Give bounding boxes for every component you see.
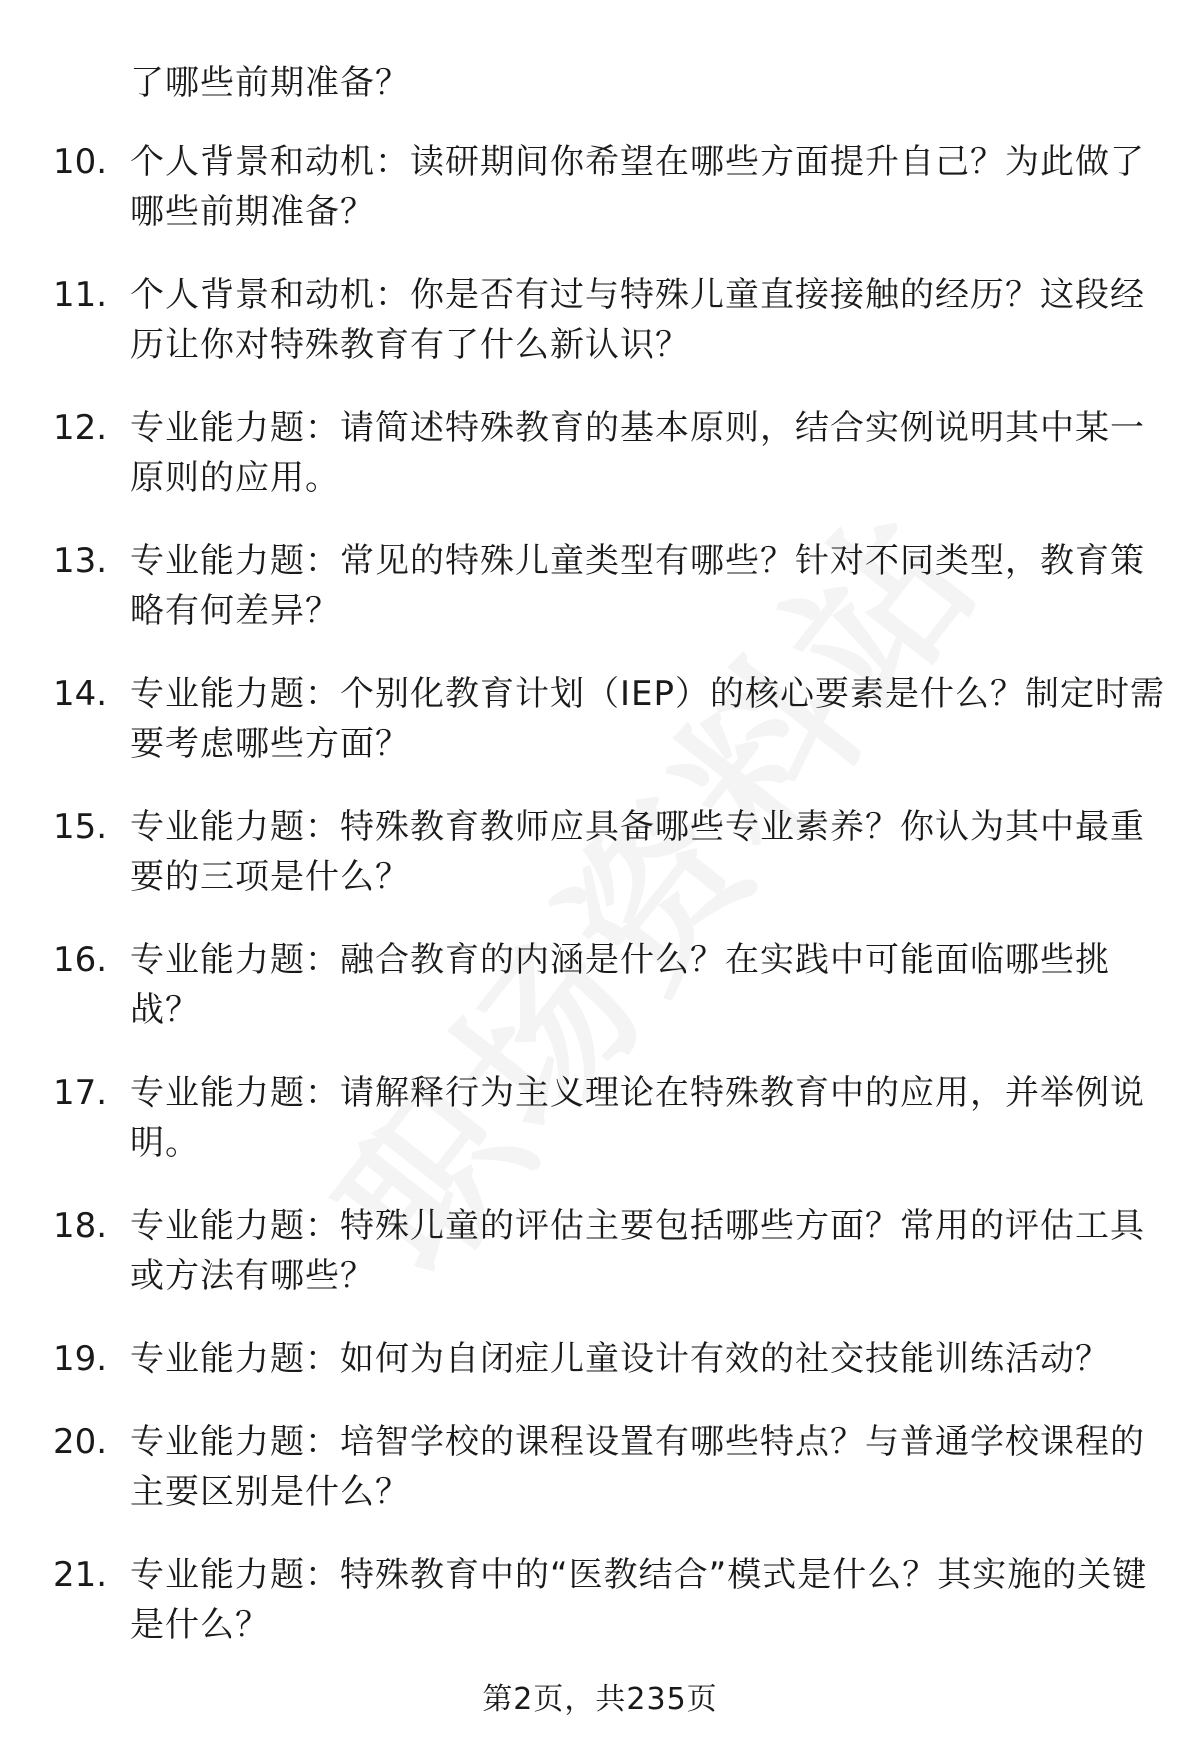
question-text: 专业能力题：请解释行为主义理论在特殊教育中的应用，并举例说明。 [130,1073,1145,1163]
list-item [0,1201,1200,1301]
question-number: 19. [53,1339,108,1379]
list-item [0,802,1200,902]
page-footer: 第2页，共235页 [482,1682,718,1717]
question-number: 15. [53,807,108,847]
question-text: 专业能力题：如何为自闭症儿童设计有效的社交技能训练活动？ [130,1339,1110,1379]
question-number: 11. [53,275,108,315]
continuation-text: 了哪些前期准备？ [130,63,410,103]
list-item [0,270,1200,370]
list-item [0,1417,1200,1517]
list-item [0,1550,1200,1650]
question-number: 20. [53,1422,108,1462]
question-text: 专业能力题：个别化教育计划（IEP）的核心要素是什么？制定时需要考虑哪些方面？ [130,674,1166,764]
question-text: 专业能力题：特殊儿童的评估主要包括哪些方面？常用的评估工具或方法有哪些？ [130,1206,1145,1296]
question-text: 专业能力题：培智学校的课程设置有哪些特点？与普通学校课程的主要区别是什么？ [130,1422,1145,1512]
question-text: 专业能力题：常见的特殊儿童类型有哪些？针对不同类型，教育策略有何差异？ [130,541,1145,631]
question-text: 专业能力题：特殊教育教师应具备哪些专业素养？你认为其中最重要的三项是什么？ [130,807,1145,897]
question-number: 13. [53,541,108,581]
question-text: 专业能力题：特殊教育中的“医教结合”模式是什么？其实施的关键是什么？ [130,1555,1148,1645]
question-number: 10. [53,142,108,182]
list-item [0,1334,1200,1384]
question-number: 14. [53,674,108,714]
question-text: 专业能力题：请简述特殊教育的基本原则，结合实例说明其中某一原则的应用。 [130,408,1145,498]
list-item [0,935,1200,1035]
list-item [0,669,1200,769]
question-text: 专业能力题：融合教育的内涵是什么？在实践中可能面临哪些挑战？ [130,940,1110,1030]
list-item [0,1068,1200,1168]
question-number: 16. [53,940,108,980]
list-item [0,403,1200,503]
question-text: 个人背景和动机：读研期间你希望在哪些方面提升自己？为此做了哪些前期准备？ [130,142,1145,232]
list-item [0,536,1200,636]
question-number: 17. [53,1073,108,1113]
list-item [0,137,1200,237]
question-text: 个人背景和动机：你是否有过与特殊儿童直接接触的经历？这段经历让你对特殊教育有了什么新认识？ [130,275,1145,365]
question-number: 21. [53,1555,108,1595]
question-list [0,137,1200,1683]
question-number: 12. [53,408,108,448]
question-number: 18. [53,1206,108,1246]
